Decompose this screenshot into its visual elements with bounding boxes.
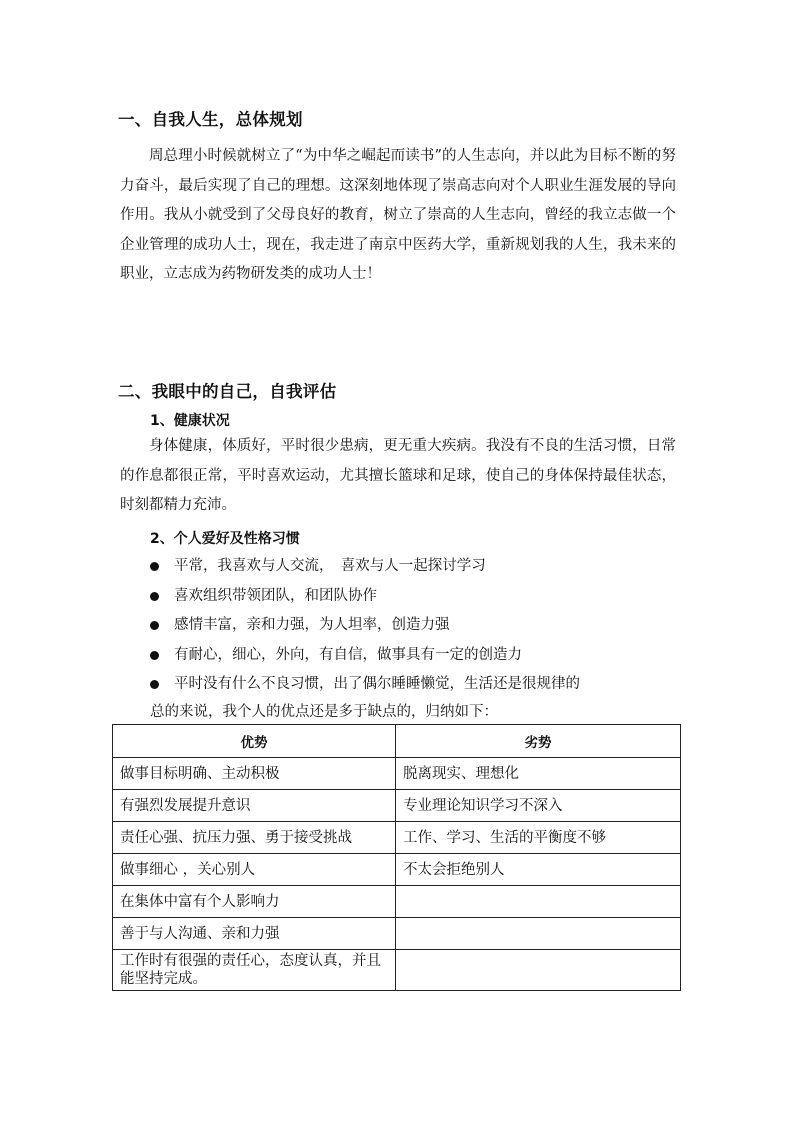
bullet-icon	[150, 621, 159, 630]
weakness-cell	[396, 918, 681, 950]
hobbies-heading: 2、个人爱好及性格习惯	[150, 531, 300, 547]
hobbies-list	[150, 552, 580, 700]
list-item	[150, 641, 580, 671]
weakness-cell: 专业理论知识学习不深入	[396, 790, 681, 822]
list-item-text: 感情丰富，亲和力强，为人坦率，创造力强	[174, 617, 450, 633]
strength-cell: 有强烈发展提升意识	[113, 790, 396, 822]
weakness-cell	[396, 886, 681, 918]
list-item-text: 喜欢组织带领团队，和团队协作	[174, 587, 377, 604]
list-item	[150, 582, 580, 612]
list-item	[150, 552, 580, 582]
table-row	[113, 758, 681, 790]
weakness-cell: 不太会拒绝别人	[396, 854, 681, 886]
list-item-text: 平常，我喜欢与人交流， 喜欢与人一起探讨学习	[174, 558, 486, 574]
strength-cell: 工作时有很强的责任心，态度认真，并且能坚持完成。	[113, 950, 396, 991]
bullet-icon	[150, 592, 159, 601]
section1-heading: 一、自我人生，总体规划	[118, 110, 303, 129]
strength-cell: 责任心强、抗压力强、勇于接受挑战	[113, 822, 396, 854]
table-row	[113, 854, 681, 886]
weakness-cell	[396, 950, 681, 991]
weaknesses-header: 劣势	[396, 725, 681, 758]
bullet-icon	[150, 651, 159, 660]
table-row	[113, 918, 681, 950]
summary-text: 总的来说，我个人的优点还是多于缺点的，归纳如下：	[150, 704, 498, 720]
table-row	[113, 950, 681, 991]
table-row	[113, 790, 681, 822]
strength-cell: 在集体中富有个人影响力	[113, 886, 396, 918]
weakness-cell: 脱离现实、理想化	[396, 758, 681, 790]
table-row	[113, 822, 681, 854]
list-item	[150, 670, 580, 700]
strength-cell: 做事细心 ，关心别人	[113, 854, 396, 886]
strengths-weaknesses-table	[112, 724, 681, 991]
list-item-text: 平时没有什么不良习惯，出了偶尔睡睡懒觉，生活还是很规律的	[174, 676, 580, 692]
section1-paragraph: 周总理小时候就树立了“为中华之崛起而读书”的人生志向，并以此为目标不断的努力奋斗，最后实现了自己的理想。这深刻地体现了崇高志向对个人职业生涯发展的导向作用。我从小就受到了父母良好的教育，树立了崇高的人生志向，曾经的我立志做一个企业管理的成功人士，现在，我走进了南京中医药大学，重新规划我的人生，我未来的职业，立志成为药物研发类的成功人士！	[120, 148, 676, 282]
health-heading: 1、健康状况	[150, 413, 230, 429]
list-item	[150, 611, 580, 641]
weakness-cell: 工作、学习、生活的平衡度不够	[396, 822, 681, 854]
section2-heading: 二、我眼中的自己，自我评估	[118, 382, 337, 401]
bullet-icon	[150, 562, 159, 571]
list-item-text: 有耐心，细心，外向，有自信，做事具有一定的创造力	[174, 646, 522, 663]
table-row	[113, 886, 681, 918]
strength-cell: 善于与人沟通、亲和力强	[113, 918, 396, 950]
strengths-header: 优势	[113, 725, 396, 758]
bullet-icon	[150, 680, 159, 689]
strength-cell: 做事目标明确、主动积极	[113, 758, 396, 790]
health-paragraph: 身体健康，体质好，平时很少患病，更无重大疾病。我没有不良的生活习惯，日常的作息都很正常，平时喜欢运动，尤其擅长篮球和足球，使自己的身体保持最佳状态，时刻都精力充沛。	[120, 438, 676, 513]
table-header-row	[113, 725, 681, 758]
